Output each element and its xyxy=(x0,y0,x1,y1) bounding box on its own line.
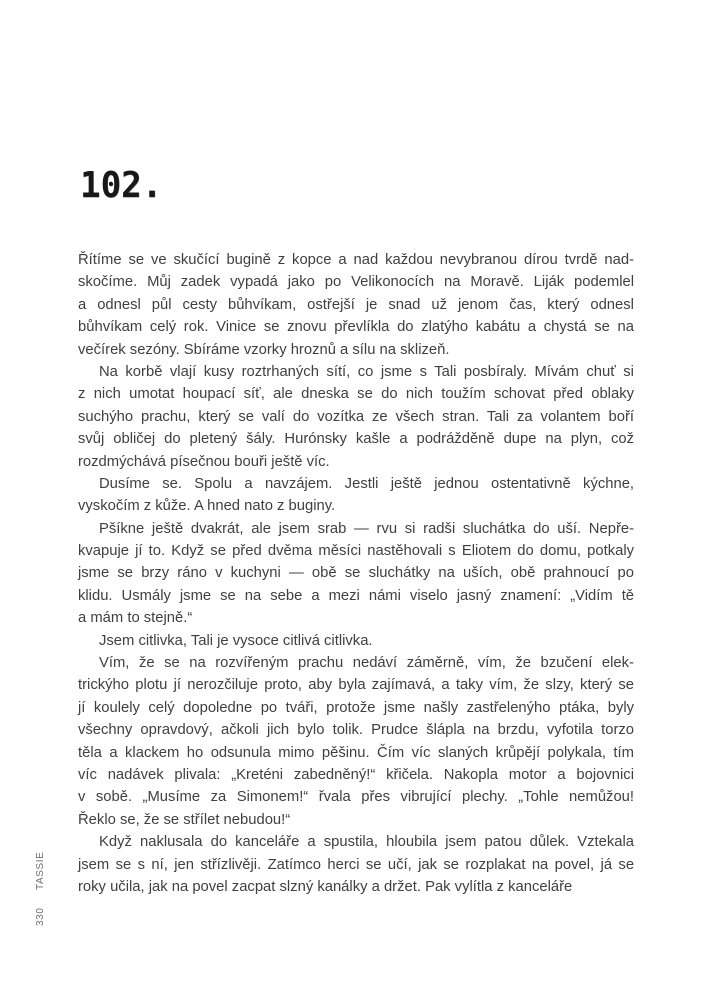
paragraph xyxy=(78,473,634,518)
text-line: a mám to stejně.“ xyxy=(78,610,193,627)
text-line: Na korbě vlají kusy roztrhaných sítí, co jsme s Tali posbíraly. Mívám chuť si xyxy=(99,363,634,380)
text-line: v sobě. „Musíme za Simonem!“ řvala přes vibrující plechy. „Tohle nemůžou! xyxy=(78,789,635,806)
text-line: jí koulely celý dopoledne po tváři, protože jsme našly zastřelenýho ptáka, byly xyxy=(78,699,635,716)
paragraph xyxy=(78,831,634,898)
text-line: klidu. Usmály jsme se na sebe a mezi námi viselo jasný znamení: „Vidím tě xyxy=(78,587,635,604)
text-line: trickýho plotu jí nerozčiluje proto, aby byla zajímavá, a taky vím, že slzy, který se xyxy=(78,677,635,694)
text-line: svůj obličej do pletený šály. Hurónsky kašle a podrážděně dupe na plyn, což xyxy=(78,431,635,448)
paragraph xyxy=(78,518,634,630)
text-line: Pšíkne ještě dvakrát, ale jsem srab — rvu si radši sluchátka do uší. Nepře- xyxy=(99,520,635,537)
chapter-number: 102. xyxy=(80,165,163,206)
text-line: kvapuje jí to. Když se před dvěma měsíci nastěhovali s Eliotem do domu, potkaly xyxy=(78,543,635,560)
text-line: večírek sezóny. Sbíráme vzorky hroznů a sílu na sklizeň. xyxy=(78,341,450,358)
margin-page-number: 330 xyxy=(35,907,46,926)
text-line: rozdmýchává písečnou bouři ještě víc. xyxy=(78,453,330,470)
text-line: suchýho prachu, který se valí do vozítka ze všech stran. Tali za volantem boří xyxy=(78,408,635,425)
body-text xyxy=(78,249,634,898)
paragraph xyxy=(78,630,634,652)
paragraph xyxy=(78,361,634,473)
margin-book-title: TASSIE xyxy=(35,851,46,890)
paragraph xyxy=(78,652,634,831)
text-line: všechny opravdový, ačkoli jich bylo tolik. Prudce šlápla na brzdu, vyfotila torzo xyxy=(78,722,635,739)
text-line: Jsem citlivka, Tali je vysoce citlivá citlivka. xyxy=(99,632,373,649)
text-line: Když naklusala do kanceláře a spustila, hloubila jsem patou důlek. Vztekala xyxy=(99,834,634,851)
text-line: víc nadávek plivala: „Kreténi zabedněný!“ křičela. Nakopla motor a bojovnici xyxy=(78,766,634,783)
paragraph xyxy=(78,249,634,361)
text-line: Vím, že se na rozvířeným prachu nedáví záměrně, vím, že bzučení elek- xyxy=(99,655,634,672)
text-line: skočíme. Můj zadek vypadá jako po Velikonocích na Moravě. Liják podemlel xyxy=(78,274,635,291)
text-line: bůhvíkam celý rok. Vinice se znovu převlíkla do zlatýho kabátu a chystá se na xyxy=(78,319,634,336)
text-line: těla a klackem ho odsunula mimo pěšinu. Čím víc slaných krůpějí polykala, tím xyxy=(78,744,634,761)
text-line: jsme se brzy ráno v kuchyni — obě se sluchátky na uších, obě prahnoucí po xyxy=(78,565,634,582)
text-line: Dusíme se. Spolu a navzájem. Jestli ještě jednou ostentativně kýchne, xyxy=(99,475,635,492)
text-line: vyskočím z kůže. A hned nato z buginy. xyxy=(78,498,336,515)
text-line: Řeklo se, že se střílet nebudou!“ xyxy=(78,811,291,828)
text-line: z nich umotat houpací síť, ale dneska se do nich toužím schovat před oblaky xyxy=(78,386,634,403)
text-line: Řítíme se ve skučící bugině z kopce a nad každou nevybranou dírou tvrdě nad- xyxy=(78,252,634,268)
text-line: roky učila, jak na povel zacpat slzný kanálky a držet. Pak vylítla z kanceláře xyxy=(78,878,573,895)
text-line: jsem se s ní, jen střízlivěji. Zatímco herci se učí, jak se rozplakat na povel, já se xyxy=(78,856,635,873)
text-line: a odnesl půl cesty bůhvíkam, ostřejší je snad už jenom čas, který odnesl xyxy=(78,296,634,313)
